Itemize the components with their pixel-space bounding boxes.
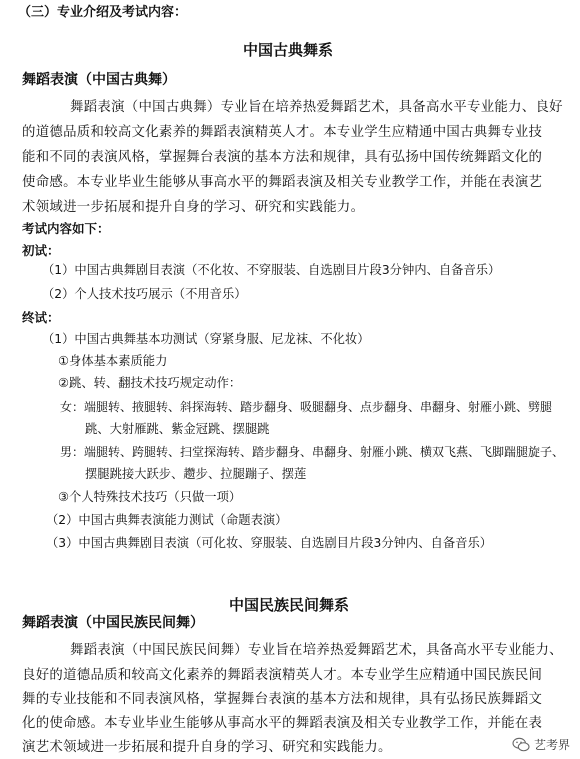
- exam-heading: 考试内容如下：: [22, 221, 110, 236]
- dept1-intro-line-4: 使命感。本专业毕业生能够从事高水平的舞蹈表演及相关专业教学工作，并能在表演艺: [22, 175, 543, 190]
- watermark-text: 艺考界: [533, 738, 570, 752]
- final-sub-item-1: ①身体基本素质能力: [58, 354, 168, 368]
- dept2-intro-line-4: 化的使命感。本专业毕业生能够从事高水平的舞蹈表演及相关专业教学工作，并能在表: [22, 716, 543, 731]
- male-moves-line-1: 男：端腿转、跨腿转、扫堂探海转、踏步翻身、串翻身、射雁小跳、横双飞燕、飞脚踹腿旋子、: [60, 445, 565, 459]
- final-label: 终试：: [22, 310, 60, 325]
- watermark: [512, 736, 570, 753]
- dept2-title: 中国民族民间舞系: [229, 596, 350, 614]
- final-sub-item-3: ③个人特殊技术技巧（只做一项）: [58, 490, 242, 504]
- prelim-item-2: （2）个人技术技巧展示（不用音乐）: [42, 287, 247, 301]
- dept1-intro-line-5: 术领域进一步拓展和提升自身的学习、研究和实践能力。: [22, 200, 365, 215]
- dept1-title: 中国古典舞系: [243, 41, 334, 59]
- wechat-icon: [512, 737, 530, 753]
- dept2-major: 舞蹈表演（中国民族民间舞）: [22, 615, 204, 631]
- prelim-label: 初试：: [22, 243, 60, 258]
- final-item-2: （2）中国古典舞表演能力测试（命题表演）: [46, 513, 288, 527]
- final-item-1: （1）中国古典舞基本功测试（穿紧身服、尼龙袜、不化妆）: [42, 332, 370, 346]
- female-moves-line-2: 跳、大射雁跳、紫金冠跳、摆腿跳: [85, 422, 270, 436]
- dept1-intro-line-3: 能和不同的表演风格，掌握舞台表演的基本方法和规律，具有弘扬中国传统舞蹈文化的: [22, 150, 543, 165]
- male-moves-line-2: 摆腿跳接大跃步、趱步、拉腿蹦子、摆莲: [85, 467, 307, 481]
- dept2-intro-line-2: 良好的道德品质和较高文化素养的舞蹈表演精英人才。本专业学生应精通中国民族民间: [22, 668, 543, 683]
- final-item-3: （3）中国古典舞剧目表演（可化妆、穿服装、自选剧目片段3分钟内、自备音乐）: [46, 536, 493, 550]
- dept2-intro-line-3: 舞的专业技能和不同表演风格，掌握舞台表演的基本方法和规律，具有弘扬民族舞蹈文: [22, 692, 543, 707]
- dept2-intro-line-1: 舞蹈表演（中国民族民间舞）专业旨在培养热爱舞蹈艺术，具备高水平专业能力、: [70, 643, 563, 658]
- dept1-intro-line-1: 舞蹈表演（中国古典舞）专业旨在培养热爱舞蹈艺术，具备高水平专业能力、良好: [70, 100, 563, 115]
- final-sub-item-2: ②跳、转、翻技术技巧规定动作：: [58, 376, 242, 390]
- dept2-intro-line-5: 演艺术领域进一步拓展和提升自身的学习、研究和实践能力。: [22, 740, 392, 755]
- prelim-item-1: （1）中国古典舞剧目表演（不化妆、不穿服装、自选剧目片段3分钟内、自备音乐）: [42, 263, 501, 277]
- dept1-intro-line-2: 的道德品质和较高文化素养的舞蹈表演精英人才。本专业学生应精通中国古典舞专业技: [22, 125, 543, 140]
- female-moves-line-1: 女：端腿转、掖腿转、斜探海转、踏步翻身、吸腿翻身、点步翻身、串翻身、射雁小跳、劈腿: [60, 400, 553, 414]
- dept1-major: 舞蹈表演（中国古典舞）: [22, 72, 176, 88]
- section-heading: （三）专业介绍及考试内容：: [18, 5, 188, 20]
